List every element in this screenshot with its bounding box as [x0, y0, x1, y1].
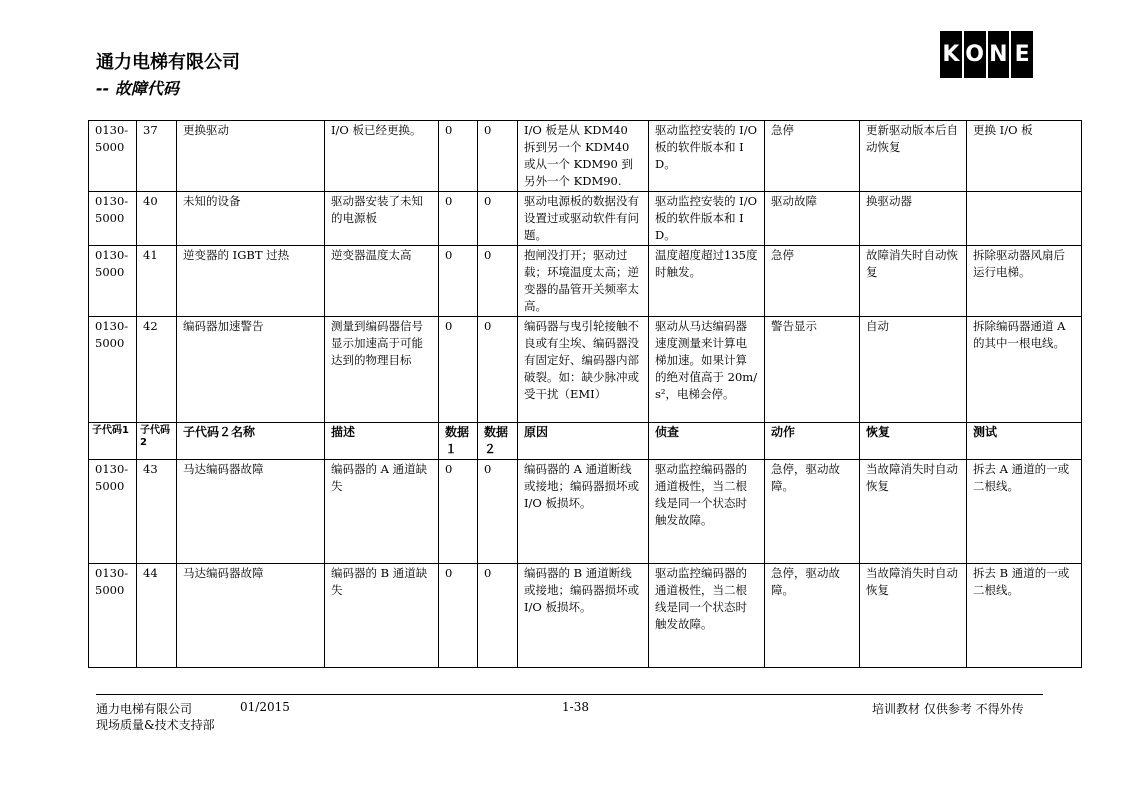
header-cell: 数据１: [439, 423, 478, 460]
name-cell: 编码器加速警告: [177, 317, 325, 423]
header-cell: 子代码1: [89, 423, 137, 460]
data2-cell: 0: [478, 460, 518, 564]
action-cell: 驱动故障: [765, 192, 860, 246]
cause-cell: 抱闸没打开；驱动过载；环境温度太高；逆变器的晶管开关频率太高。: [518, 246, 649, 317]
data2-cell: 0: [478, 246, 518, 317]
cause-cell: 编码器的 B 通道断线或接地；编码器损坏或 I/O 板损坏。: [518, 564, 649, 668]
cause-cell: 编码器与曳引轮接触不良或有尘埃、编码器没有固定好、编码器内部破裂。如：缺少脉冲或受干扰（EMI）: [518, 317, 649, 423]
fault-code-table: [88, 120, 1082, 668]
description-cell: 逆变器温度太高: [325, 246, 439, 317]
action-cell: 急停: [765, 121, 860, 192]
description-cell: I/O 板已经更换。: [325, 121, 439, 192]
subcode1-cell: 0130-5000: [89, 317, 137, 423]
table-row: [89, 564, 1082, 668]
detection-cell: 驱动从马达编码器速度测量来计算电梯加速。如果计算的绝对值高于 20m/s²，电梯会停。: [649, 317, 765, 423]
data2-cell: 0: [478, 564, 518, 668]
cause-cell: I/O 板是从 KDM40 拆到另一个 KDM40 或从一个 KDM90 到另外一个 KDM90.: [518, 121, 649, 192]
recovery-cell: 故障消失时自动恢复: [860, 246, 967, 317]
table-row: [89, 121, 1082, 192]
logo-letter: N: [986, 31, 1010, 78]
detection-cell: 驱动监控编码器的通道极性，当二根线是同一个状态时触发故障。: [649, 564, 765, 668]
subcode2-cell: 44: [137, 564, 177, 668]
logo-letter: O: [962, 31, 986, 78]
subcode1-cell: 0130-5000: [89, 460, 137, 564]
header-cell: 描述: [325, 423, 439, 460]
table-body-bottom: [89, 460, 1082, 668]
detection-cell: 驱动监控安装的 I/O板的软件版本和 ID。: [649, 192, 765, 246]
header-cell: 原因: [518, 423, 649, 460]
name-cell: 马达编码器故障: [177, 564, 325, 668]
data1-cell: 0: [439, 192, 478, 246]
table-row: [89, 246, 1082, 317]
footer-department: 现场质量&技术支持部: [96, 718, 215, 732]
footer-divider: [96, 694, 1043, 695]
footer-date: 01/2015: [240, 700, 290, 714]
footer-company: 通力电梯有限公司: [96, 702, 193, 716]
logo-letter: K: [940, 31, 962, 78]
description-cell: 测量到编码器信号显示加速高于可能达到的物理目标: [325, 317, 439, 423]
header-cell: 恢复: [860, 423, 967, 460]
subcode1-cell: 0130-5000: [89, 246, 137, 317]
header-cell: 侦查: [649, 423, 765, 460]
recovery-cell: 更新驱动版本后自动恢复: [860, 121, 967, 192]
subcode1-cell: 0130-5000: [89, 192, 137, 246]
description-cell: 编码器的 A 通道缺失: [325, 460, 439, 564]
recovery-cell: 当故障消失时自动恢复: [860, 460, 967, 564]
footer-page-number: 1-38: [562, 700, 589, 714]
subcode2-cell: 43: [137, 460, 177, 564]
data1-cell: 0: [439, 121, 478, 192]
test-cell: 更换 I/O 板: [967, 121, 1082, 192]
action-cell: 警告显示: [765, 317, 860, 423]
test-cell: 拆除编码器通道 A 的其中一根电线。: [967, 317, 1082, 423]
description-cell: 编码器的 B 通道缺失: [325, 564, 439, 668]
detection-cell: 温度超度超过135度时触发。: [649, 246, 765, 317]
subcode2-cell: 41: [137, 246, 177, 317]
table-row: [89, 317, 1082, 423]
subcode1-cell: 0130-5000: [89, 121, 137, 192]
header-cell: 动作: [765, 423, 860, 460]
detection-cell: 驱动监控编码器的通道极性，当二根线是同一个状态时触发故障。: [649, 460, 765, 564]
name-cell: 未知的设备: [177, 192, 325, 246]
recovery-cell: 当故障消失时自动恢复: [860, 564, 967, 668]
description-cell: 驱动器安装了未知的电源板: [325, 192, 439, 246]
header-cell: 测试: [967, 423, 1082, 460]
cause-cell: 编码器的 A 通道断线或接地；编码器损坏或 I/O 板损坏。: [518, 460, 649, 564]
test-cell: 拆去 A 通道的一或二根线。: [967, 460, 1082, 564]
subcode2-cell: 40: [137, 192, 177, 246]
header-cell: 子代码２名称: [177, 423, 325, 460]
action-cell: 急停，驱动故障。: [765, 460, 860, 564]
data1-cell: 0: [439, 460, 478, 564]
table-row: [89, 460, 1082, 564]
subcode2-cell: 37: [137, 121, 177, 192]
header-row: [89, 423, 1082, 460]
name-cell: 更换驱动: [177, 121, 325, 192]
test-cell: 拆除驱动器风扇后运行电梯。: [967, 246, 1082, 317]
page-title: 通力电梯有限公司: [96, 52, 240, 73]
page-subtitle: -- 故障代码: [96, 79, 179, 98]
logo-letter: E: [1009, 31, 1033, 78]
header-cell: 数据２: [478, 423, 518, 460]
subcode2-cell: 42: [137, 317, 177, 423]
header-cell: 子代码2: [137, 423, 177, 460]
data1-cell: 0: [439, 317, 478, 423]
data1-cell: 0: [439, 564, 478, 668]
table-body-top: [89, 121, 1082, 423]
test-cell: [967, 192, 1082, 246]
data2-cell: 0: [478, 121, 518, 192]
action-cell: 急停: [765, 246, 860, 317]
name-cell: 逆变器的 IGBT 过热: [177, 246, 325, 317]
cause-cell: 驱动电源板的数据没有设置过或驱动软件有问题。: [518, 192, 649, 246]
recovery-cell: 自动: [860, 317, 967, 423]
data2-cell: 0: [478, 317, 518, 423]
action-cell: 急停，驱动故障。: [765, 564, 860, 668]
footer-notice: 培训教材 仅供参考 不得外传: [872, 702, 1024, 716]
kone-logo: [940, 31, 1033, 78]
test-cell: 拆去 B 通道的一或二根线。: [967, 564, 1082, 668]
recovery-cell: 换驱动器: [860, 192, 967, 246]
subcode1-cell: 0130-5000: [89, 564, 137, 668]
table-row: [89, 192, 1082, 246]
data2-cell: 0: [478, 192, 518, 246]
detection-cell: 驱动监控安装的 I/O板的软件版本和 ID。: [649, 121, 765, 192]
table-header: [89, 423, 1082, 460]
name-cell: 马达编码器故障: [177, 460, 325, 564]
data1-cell: 0: [439, 246, 478, 317]
